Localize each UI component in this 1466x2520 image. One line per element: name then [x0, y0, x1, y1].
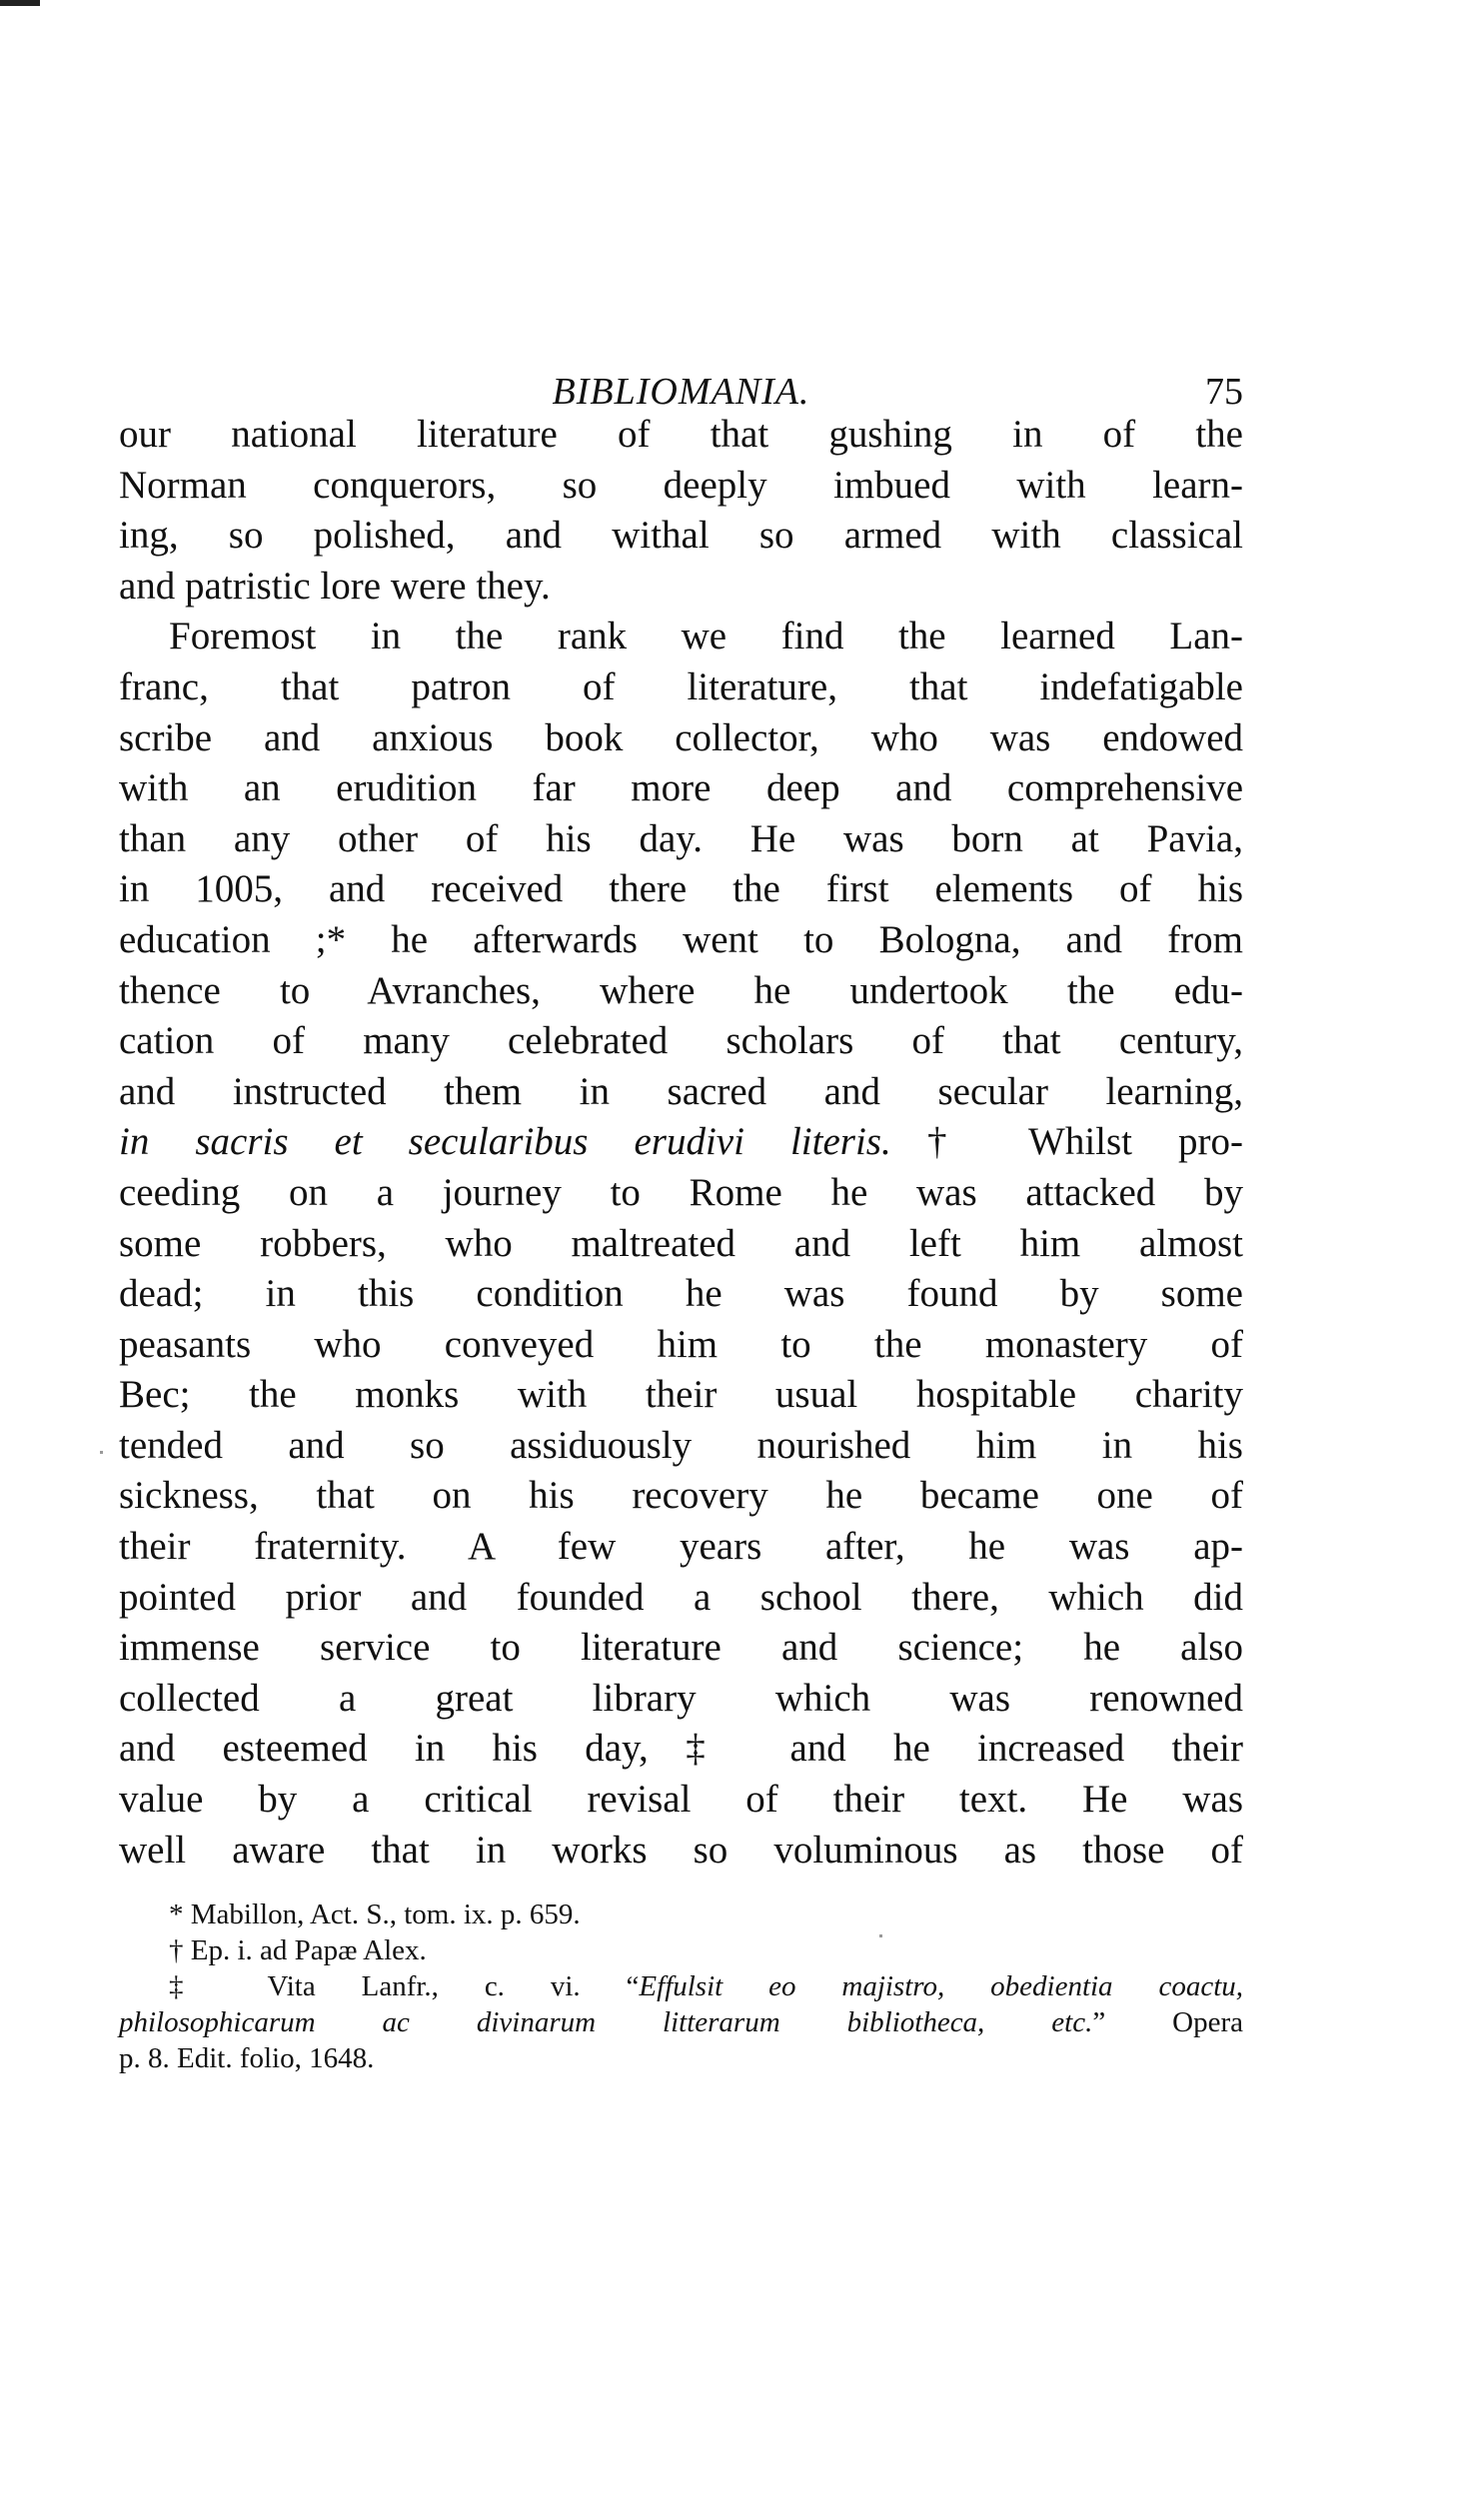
body-line	[119, 410, 1243, 461]
footnote-line	[119, 2004, 1243, 2040]
footnotes	[119, 1896, 1243, 2076]
text-segment: cation of many celebrated scholars of that century,	[119, 1019, 1243, 1063]
running-title: BIBLIOMANIA.	[552, 371, 810, 413]
text-segment: value by a critical revisal of their text. He was	[119, 1778, 1243, 1822]
body-line	[119, 562, 1243, 613]
footnote-line	[119, 1932, 1243, 1968]
body-line	[119, 966, 1243, 1017]
text-segment: our national literature of that gushing in of the	[119, 413, 1243, 456]
page-number: 75	[1205, 371, 1243, 413]
text-segment: Foremost in the rank we find the learned Lan-	[169, 615, 1243, 658]
text-segment: immense service to literature and science; he also	[119, 1626, 1243, 1670]
text-segment: p. 8. Edit. folio, 1648.	[119, 2042, 375, 2074]
body-line	[119, 1421, 1243, 1472]
body-line	[119, 864, 1243, 915]
body-line	[119, 1522, 1243, 1573]
text-segment: and esteemed in his day,‡ and he increased their	[119, 1727, 1243, 1771]
footnote-line	[119, 2040, 1243, 2076]
text-segment: education ;* he afterwards went to Bologna, and from	[119, 917, 1243, 961]
body-line	[119, 662, 1243, 713]
text-segment: pointed prior and founded a school there, which did	[119, 1575, 1243, 1619]
text-segment: their fraternity. A few years after, he was ap-	[119, 1525, 1243, 1569]
body-line	[119, 1775, 1243, 1826]
text-segment: thence to Avranches, where he undertook the edu-	[119, 968, 1243, 1012]
body-line	[119, 1370, 1243, 1421]
text-segment: scribe and anxious book collector, who was endowed	[119, 715, 1243, 759]
text-segment: and instructed them in sacred and secular learning,	[119, 1069, 1243, 1113]
body-line	[119, 1724, 1243, 1775]
body-line	[119, 1117, 1243, 1168]
body-line	[119, 1623, 1243, 1674]
body-line	[119, 915, 1243, 966]
italic-text: philosophicarum ac divinarum litterarum bibliotheca, etc.	[119, 2006, 1093, 2038]
body-line	[119, 461, 1243, 512]
body-line	[119, 1067, 1243, 1118]
body-line	[119, 1269, 1243, 1320]
footnote-line	[119, 1896, 1243, 1932]
body-line	[119, 1016, 1243, 1067]
text-segment: franc, that patron of literature, that indefatigable	[119, 664, 1243, 708]
body-line	[119, 612, 1243, 662]
body-line	[119, 1573, 1243, 1624]
body-line	[119, 1168, 1243, 1219]
scan-speck	[879, 1934, 882, 1937]
text-segment: with an erudition far more deep and comprehensive	[119, 766, 1243, 810]
text-segment: ” Opera	[1092, 2006, 1244, 2038]
text-segment: Norman conquerors, so deeply imbued with learn-	[119, 463, 1243, 507]
text-segment: tended and so assiduously nourished him in his	[119, 1423, 1243, 1467]
body-line	[119, 1826, 1243, 1877]
text-segment: than any other of his day. He was born at Pavia,	[119, 816, 1243, 860]
text-segment: collected a great library which was renowned	[119, 1676, 1243, 1720]
scan-speck	[100, 1451, 103, 1454]
text-segment: ceeding on a journey to Rome he was attacked by	[119, 1170, 1243, 1214]
body-line	[119, 1471, 1243, 1522]
italic-text: in sacris et secularibus erudivi literis.	[119, 1120, 891, 1164]
text-segment: * Mabillon, Act. S., tom. ix. p. 659.	[169, 1898, 581, 1930]
text-segment: ‡ Vita Lanfr., c. vi. “	[169, 1970, 640, 2002]
text-segment: Bec; the monks with their usual hospitable charity	[119, 1373, 1243, 1417]
text-segment: and patristic lore were they.	[119, 564, 551, 608]
text-segment: dead; in this condition he was found by some	[119, 1272, 1243, 1316]
text-segment: † Ep. i. ad Papæ Alex.	[169, 1934, 427, 1966]
footnote-line	[119, 1968, 1243, 2004]
body-line	[119, 1674, 1243, 1725]
body-line	[119, 814, 1243, 865]
text-segment: ing, so polished, and withal so armed with classical	[119, 514, 1243, 558]
text-segment: † Whilst pro-	[890, 1120, 1243, 1164]
text-segment: peasants who conveyed him to the monastery of	[119, 1322, 1243, 1366]
italic-text: Effulsit eo majistro, obedientia coactu,	[639, 1970, 1244, 2002]
text-segment: well aware that in works so voluminous as those of	[119, 1828, 1243, 1872]
text-segment: some robbers, who maltreated and left him almost	[119, 1221, 1243, 1265]
text-segment: in 1005, and received there the first elements of his	[119, 867, 1243, 911]
body-line	[119, 1219, 1243, 1270]
body-text	[119, 410, 1243, 1876]
body-line	[119, 511, 1243, 562]
body-line	[119, 713, 1243, 764]
body-line	[119, 1320, 1243, 1371]
text-segment: sickness, that on his recovery he became one of	[119, 1474, 1243, 1518]
scan-corner-mark	[0, 0, 40, 6]
body-line	[119, 763, 1243, 814]
